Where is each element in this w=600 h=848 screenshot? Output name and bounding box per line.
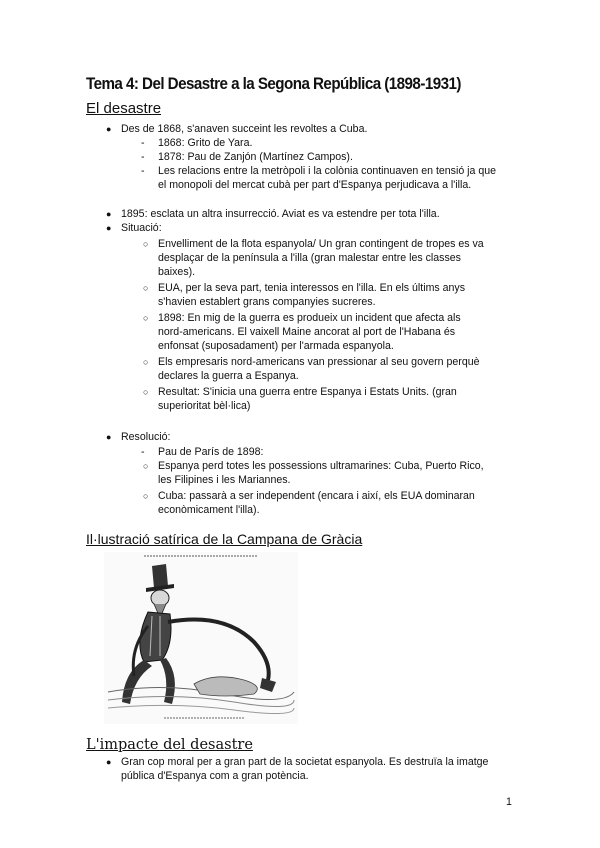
hollow-circle-icon: ○ [143, 357, 149, 367]
dash-icon: - [141, 446, 145, 458]
list-item: 1868: Grito de Yara. [158, 137, 253, 149]
list-item-continued: enfonsat (suposadament) per l'armada espanyola. [158, 340, 394, 352]
dash-icon: - [141, 137, 145, 149]
list-item: Els empresaris nord-americans van pressionar al seu govern perquè [158, 356, 480, 368]
list-item: 1878: Pau de Zanjón (Martínez Campos). [158, 151, 353, 163]
section-heading-desastre: El desastre [86, 100, 162, 117]
hollow-circle-icon: ○ [143, 387, 149, 397]
list-item-continued: superioritat bèl·lica) [158, 400, 251, 412]
section-heading-impacte: L'impacte del desastre [86, 737, 253, 753]
list-item: Situació: [121, 222, 162, 234]
list-item: EUA, per la seva part, tenia interessos en l'illa. En els últims anys [158, 282, 466, 294]
list-item: Resolució: [121, 431, 171, 443]
list-item: 1898: En mig de la guerra es produeix un incident que afecta als [158, 312, 461, 324]
hollow-circle-icon: ○ [143, 283, 149, 293]
list-item: Espanya perd totes les possessions ultramarines: Cuba, Puerto Rico, [158, 460, 484, 472]
bullet-icon: ● [106, 209, 112, 219]
bullet-icon: ● [106, 124, 112, 134]
dash-icon: - [141, 151, 145, 163]
satirical-illustration [104, 552, 298, 724]
list-item-continued: declares la guerra a Espanya. [158, 370, 299, 382]
list-item-continued: les Filipines i les Mariannes. [158, 474, 291, 486]
bullet-icon: ● [106, 757, 112, 767]
bullet-icon: ● [106, 223, 112, 233]
list-item-continued: s'havien establert grans companyies sucreres. [158, 296, 376, 308]
hollow-circle-icon: ○ [143, 239, 149, 249]
list-item-continued: pública d'Espanya com a gran potència. [121, 770, 309, 782]
list-item: Cuba: passarà a ser independent (encara i així, els EUA dominaran [158, 490, 475, 502]
list-item-continued: nord-americans. El vaixell Maine ancorat al port de l'Habana és [158, 326, 456, 338]
list-item-continued: baixes). [158, 266, 196, 278]
list-item-continued: econòmicament l'illa). [158, 504, 260, 516]
list-item: Gran cop moral per a gran part de la societat espanyola. Es destruïa la imatge [121, 756, 489, 768]
list-item: Envelliment de la flota espanyola/ Un gran contingent de tropes es va [158, 238, 484, 250]
list-item: Les relacions entre la metròpoli i la colònia continuaven en tensió ja que [158, 165, 497, 177]
list-item-continued: desplaçar de la península a l'illa (gran malestar entre les classes [158, 252, 461, 264]
hollow-circle-icon: ○ [143, 491, 149, 501]
hollow-circle-icon: ○ [143, 461, 149, 471]
page-number: 1 [506, 796, 512, 808]
page-title: Tema 4: Del Desastre a la Segona República (1898-1931) [86, 75, 461, 93]
dash-icon: - [141, 165, 145, 177]
list-item: 1895: esclata un altra insurrecció. Aviat es va estendre per tota l'illa. [121, 208, 440, 220]
section-heading-ilustracio: Il·lustració satírica de la Campana de Gràcia [86, 531, 363, 547]
list-item-continued: el monopoli del mercat cubà per part d'Espanya perjudicava a l'illa. [158, 179, 472, 191]
list-item: Pau de París de 1898: [158, 446, 264, 458]
bullet-icon: ● [106, 432, 112, 442]
list-item: Resultat: S'inicia una guerra entre Espanya i Estats Units. (gran [158, 386, 457, 398]
list-item: Des de 1868, s'anaven succeint les revoltes a Cuba. [121, 123, 368, 135]
hollow-circle-icon: ○ [143, 313, 149, 323]
